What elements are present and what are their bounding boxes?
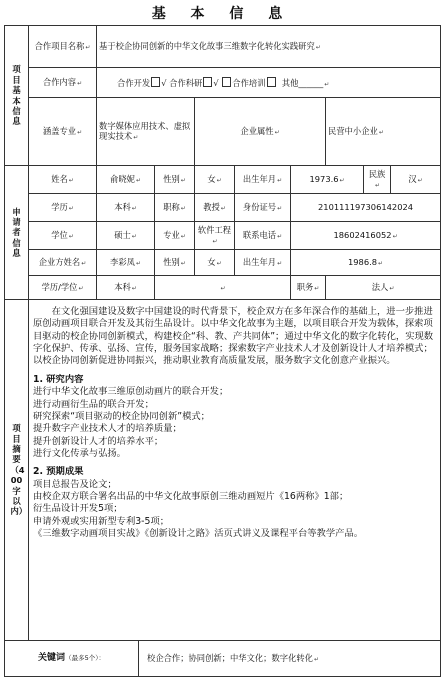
project-section-label: 项目基本信息	[5, 26, 29, 166]
check-mark-research: √	[213, 77, 219, 88]
id-label: 身份证号↵	[235, 194, 291, 222]
research-item: 提升创新设计人才的培养水平；	[33, 435, 164, 447]
gender-value: 女↵	[195, 166, 235, 194]
result-item: 申请外观或实用新型专利3-5项；	[33, 515, 170, 527]
research-item: 进行中华文化故事三维原创动画片的联合开发；	[33, 386, 229, 398]
keywords-label-cell	[5, 641, 139, 677]
content-options: 合作开发 √ 合作科研 √ 合作培训 其他______↵	[97, 68, 441, 98]
field-value: 数字媒体应用技术、虚拟现实技术↵	[97, 98, 195, 166]
research-heading: 1. 研究内容	[33, 373, 84, 385]
checkbox-train-2[interactable]	[267, 77, 276, 87]
ethnic-label: 民族↵	[364, 166, 391, 194]
birth-label: 出生年月↵	[235, 166, 291, 194]
result-item: 由校企双方联合署名出品的中华文化故事原创三维动画短片《16两称》1部；	[33, 491, 349, 503]
result-item: 项目总报告及论文；	[33, 478, 117, 490]
option-other: 其他	[281, 77, 299, 88]
page-title: 基 本 信 息	[151, 6, 293, 22]
enterprise-type-value: 民营中小企业↵	[326, 98, 441, 166]
option-dev: 合作开发	[117, 77, 151, 88]
checkbox-dev[interactable]	[151, 77, 160, 87]
project-name-label: 合作项目名称↵	[29, 26, 97, 68]
result-item: 衍生品设计开发5项；	[33, 503, 123, 515]
enterprise-post-label: 职务↵	[291, 276, 326, 300]
enterprise-contact-value: 李彩凤↵	[97, 250, 155, 276]
id-value: 210111197306142024	[291, 194, 441, 222]
enterprise-birth-label: 出生年月↵	[235, 250, 291, 276]
gender-label: 性别↵	[155, 166, 195, 194]
checkbox-research[interactable]	[203, 77, 212, 87]
checkbox-train[interactable]	[222, 77, 231, 87]
education-value: 本科↵	[97, 194, 155, 222]
education-label: 学历↵	[29, 194, 97, 222]
keywords-label: 关键词	[38, 653, 66, 664]
field-label: 涵盖专业↵	[29, 98, 97, 166]
option-research: 合作科研	[169, 77, 203, 88]
enterprise-education-label: 学历/学位↵	[29, 276, 97, 300]
research-item: 提升数字产业技术人才的培养质量；	[33, 423, 182, 435]
enterprise-contact-label: 企业方姓名↵	[29, 250, 97, 276]
summary-content	[29, 300, 441, 641]
research-item: 进行动画衍生品的联合开发；	[33, 398, 154, 410]
results-heading: 2. 预期成果	[33, 466, 84, 478]
summary-intro: 在文化强国建设及数字中国建设的时代背景下，校企双方在多年深合作的基础上，进一步推进原创动画项目联合开发及其衍生品设计。以中华文化故事为主题，以项目联合开发为载体，探索项目驱动的校企协同创新模式，构建校企“科、教、产共同体”；通过中华文化的数字化转化，实现数字化保护、传承、弘扬、宣传，服务国家战略；探索数字产业技术人才及创新设计人才培养模式；以校企协同创新促进协同振兴，推动职业教育高质量发展，服务数字文化创意产业振兴。	[33, 306, 434, 367]
title-label: 职称↵	[155, 194, 195, 222]
degree-value: 硕士↵	[97, 222, 155, 250]
major-value: 软件工程↵	[195, 222, 235, 250]
check-mark-dev: √	[161, 77, 167, 88]
phone-label: 联系电话↵	[235, 222, 291, 250]
title-value: 教授↵	[195, 194, 235, 222]
project-name-value: 基于校企协同创新的中华文化故事三维数字化转化实践研究↵	[97, 26, 441, 68]
applicant-section-label: 申请者信息	[5, 166, 29, 300]
option-train: 合作培训	[232, 77, 266, 88]
enterprise-gender-label: 性别↵	[155, 250, 195, 276]
research-item: 研究探索“项目驱动的校企协同创新”模式；	[33, 410, 210, 422]
enterprise-gender-value: 女↵	[195, 250, 235, 276]
name-label: 姓名↵	[29, 166, 97, 194]
birth-value: 1973.6↵	[291, 166, 364, 194]
summary-section-label: 项目摘要（400字以内）	[5, 300, 29, 641]
degree-label: 学位↵	[29, 222, 97, 250]
enterprise-post-value: 法人↵	[326, 276, 441, 300]
enterprise-type-label: 企业属性↵	[195, 98, 326, 166]
keywords-value: 校企合作；协同创新；中华文化；数字化转化↵	[139, 641, 441, 677]
name-value: 俞晓妮↵	[97, 166, 155, 194]
phone-value: 18602416052↵	[291, 222, 441, 250]
major-label: 专业↵	[155, 222, 195, 250]
info-table	[4, 25, 441, 677]
research-item: 进行文化传承与弘扬。	[33, 447, 126, 459]
enterprise-birth-value: 1986.8↵	[291, 250, 441, 276]
keywords-hint: （最多5个）：	[65, 654, 105, 663]
content-label: 合作内容↵	[29, 68, 97, 98]
ethnic-value: 汉↵	[391, 166, 441, 194]
enterprise-education-value: 本科↵	[97, 276, 155, 300]
enterprise-empty-cell: ↵	[155, 276, 291, 300]
other-blank: ______	[298, 77, 324, 88]
result-item: 《三维数字动画项目实战》《创新设计之路》活页式讲义及课程平台等教学产品。	[33, 528, 364, 540]
